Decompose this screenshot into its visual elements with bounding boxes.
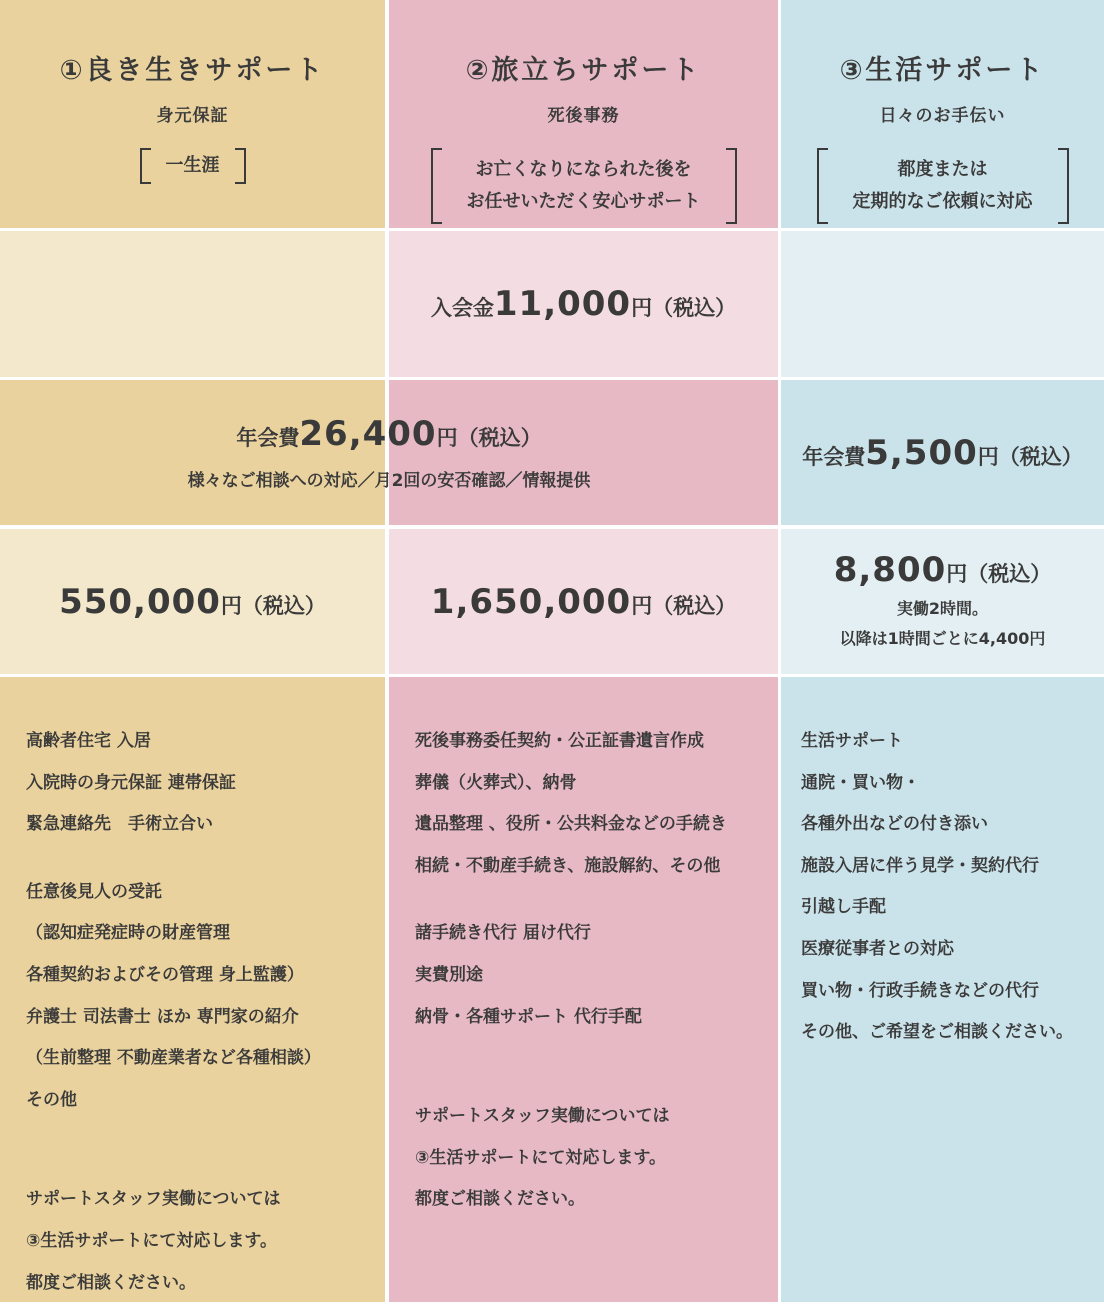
col3-subtitle: 日々のお手伝い — [879, 106, 1006, 126]
list-item: サポートスタッフ実働については — [26, 1189, 281, 1210]
list-item: 生活サポート — [801, 731, 903, 751]
admission-col3 — [781, 231, 1104, 377]
list-item: 相続・不動産手続き、施設解約、その他 — [415, 855, 721, 876]
list-item: 任意後見人の受託 — [26, 881, 162, 902]
fee-col1-amount: 550,000 — [59, 581, 221, 622]
col2-bracket-line: お亡くなりになられた後を — [475, 159, 692, 180]
fee-col3-amount: 8,800 — [833, 549, 947, 590]
fee-col1-price — [59, 582, 326, 622]
list-item: 都度ご相談ください。 — [26, 1272, 196, 1293]
list-spacer — [26, 846, 385, 872]
annual-col3-cell — [781, 380, 1104, 525]
details-col3 — [781, 677, 1104, 1302]
list-item: その他、ご希望をご相談ください。 — [801, 1022, 1073, 1043]
annual-col3-unit: 円（税込） — [977, 444, 1083, 469]
fee-col3-note: 以降は1時間ごとに4,400円 — [839, 628, 1046, 648]
annual-col3-label: 年会費 — [802, 444, 866, 469]
list-item: 施設入居に伴う見学・契約代行 — [801, 855, 1039, 876]
fee-col3-cell — [781, 529, 1104, 674]
list-item: （生前整理 不動産業者など各種相談） — [26, 1048, 321, 1069]
details-col1 — [0, 677, 385, 1302]
annual-shared-amount: 26,400 — [299, 414, 437, 454]
fee-col3-unit: 円（税込） — [946, 561, 1052, 586]
list-item: ③生活サポートにて対応します。 — [415, 1147, 667, 1168]
details-col1-list — [0, 677, 385, 1304]
fee-col1-unit: 円（税込） — [220, 593, 326, 618]
annual-col3-price — [802, 433, 1083, 473]
list-item: 遺品整理 、役所・公共料金などの手続き — [415, 814, 727, 835]
col3-title: ③生活サポート — [839, 55, 1046, 86]
list-item: 通院・買い物・ — [801, 772, 920, 793]
list-item: 高齢者住宅 入居 — [26, 731, 151, 751]
annual-shared-unit: 円（税込） — [436, 426, 542, 450]
header-col2 — [389, 0, 778, 228]
list-item: 入院時の身元保証 連帯保証 — [26, 772, 236, 793]
list-item: 各種外出などの付き添い — [801, 814, 988, 835]
fee-col2-price — [431, 582, 736, 622]
details-col2 — [389, 677, 778, 1302]
list-item: 弁護士 司法書士 ほか 専門家の紹介 — [26, 1006, 299, 1027]
col2-title: ②旅立ちサポート — [465, 55, 702, 86]
annual-shared-label: 年会費 — [236, 426, 300, 450]
col2-bracket — [431, 148, 737, 224]
col2-bracket-line: お任せいただく安心サポート — [466, 191, 701, 212]
admission-col1 — [0, 231, 385, 377]
list-item: 引越し手配 — [801, 897, 886, 918]
list-item: サポートスタッフ実働については — [415, 1106, 670, 1127]
list-item: 死後事務委任契約・公正証書遺言作成 — [415, 731, 704, 751]
list-item: （認知症発症時の財産管理 — [26, 923, 230, 944]
details-col2-list — [389, 677, 778, 1221]
admission-price — [431, 284, 736, 324]
header-col1 — [0, 0, 385, 228]
list-item: ③生活サポートにて対応します。 — [26, 1230, 278, 1251]
admission-amount: 11,000 — [493, 284, 632, 324]
list-spacer — [415, 1038, 778, 1096]
annual-shared-cell — [0, 380, 778, 525]
col2-subtitle: 死後事務 — [547, 106, 620, 126]
fee-col2-unit: 円（税込） — [631, 593, 737, 618]
col3-bracket-line: 都度または — [897, 159, 988, 180]
annual-shared-price — [236, 414, 541, 454]
annual-col3-amount: 5,500 — [865, 432, 978, 473]
admission-cell — [389, 231, 778, 377]
list-item: 葬儀（火葬式）、納骨 — [415, 772, 577, 793]
list-item: 都度ご相談ください。 — [415, 1189, 585, 1210]
fee-col2-amount: 1,650,000 — [430, 581, 632, 622]
col1-bracket-line: 一生涯 — [165, 155, 220, 176]
list-item: 納骨・各種サポート 代行手配 — [415, 1006, 642, 1027]
admission-unit: 円（税込） — [631, 296, 737, 320]
col3-bracket — [817, 148, 1069, 224]
col3-bracket-line: 定期的なご依頼に対応 — [852, 191, 1033, 212]
fee-col3-note: 実働2時間。 — [896, 598, 989, 618]
col1-title: ①良き生きサポート — [59, 55, 326, 86]
details-col3-list — [781, 677, 1104, 1054]
list-item: 実費別途 — [415, 964, 483, 985]
fee-col1-cell — [0, 529, 385, 674]
list-spacer — [415, 887, 778, 913]
admission-label: 入会金 — [430, 296, 494, 320]
header-col3 — [781, 0, 1104, 228]
list-item: 買い物・行政手続きなどの代行 — [801, 980, 1039, 1001]
list-item: 各種契約およびその管理 身上監護） — [26, 964, 304, 985]
list-item: 医療従事者との対応 — [801, 938, 954, 959]
list-item: 諸手続き代行 届け代行 — [415, 923, 591, 944]
col1-bracket — [140, 148, 246, 184]
fee-col2-cell — [389, 529, 778, 674]
list-spacer — [26, 1121, 385, 1179]
col1-subtitle: 身元保証 — [156, 106, 229, 126]
annual-shared-note: 様々なご相談への対応／月2回の安否確認／情報提供 — [187, 471, 591, 491]
fee-col3-price — [834, 550, 1052, 590]
list-item: 緊急連絡先 手術立合い — [26, 814, 213, 835]
list-item: その他 — [26, 1089, 77, 1110]
